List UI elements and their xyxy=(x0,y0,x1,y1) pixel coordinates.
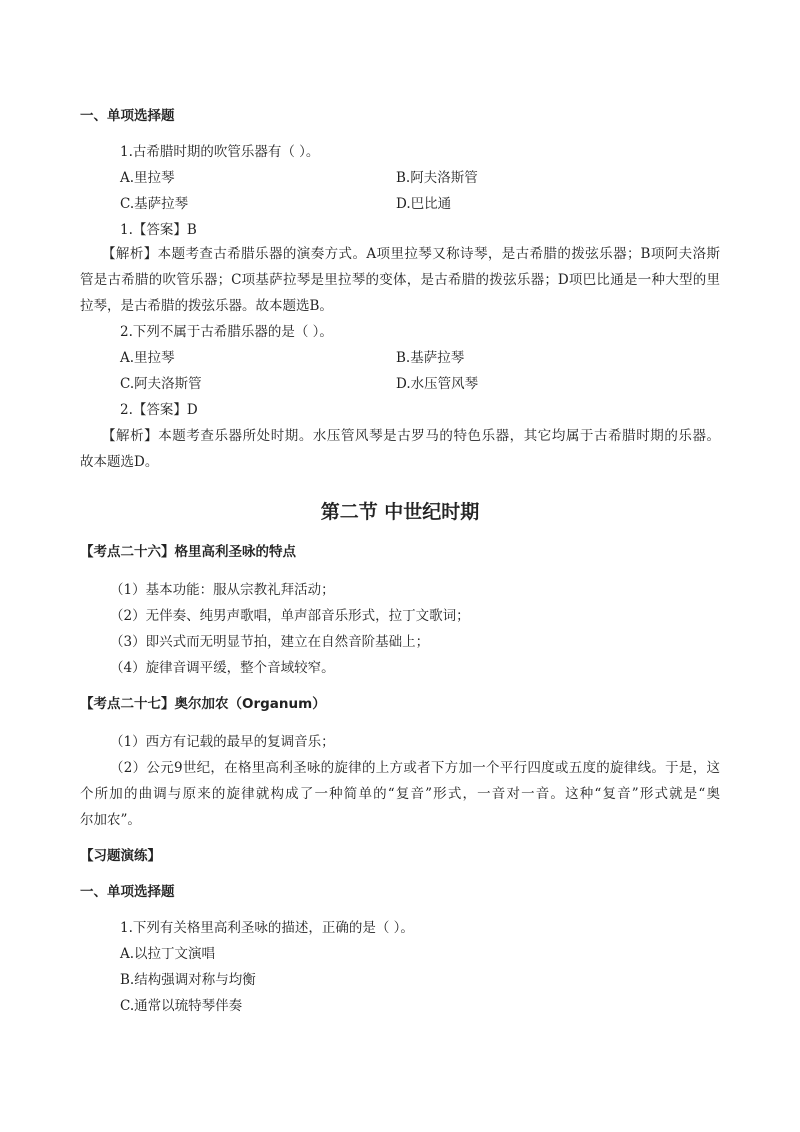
analysis-line: 【解析】本题考查乐器所处时期。水压管风琴是古罗马的特色乐器，其它均属于古希腊时期的乐器。 xyxy=(102,428,720,444)
option-c: C.通常以琉特琴伴奏 xyxy=(120,998,243,1014)
option-d: D.水压管风琴 xyxy=(396,376,479,392)
keypoint-item: （2）无伴奏、纯男声歌唱，单声部音乐形式，拉丁文歌词； xyxy=(110,608,470,624)
option-c: C.基萨拉琴 xyxy=(120,196,189,212)
keypoint-item: （1）西方有记载的最早的复调音乐； xyxy=(110,734,335,750)
option-b: B.基萨拉琴 xyxy=(396,350,465,366)
analysis-line: 拉琴，是古希腊的拨弦乐器。故本题选B。 xyxy=(80,298,333,314)
analysis-line: 【解析】本题考查古希腊乐器的演奏方式。A项里拉琴又称诗琴，是古希腊的拨弦乐器；B项阿夫洛斯 xyxy=(102,246,720,262)
keypoint-item: （4）旋律音调平缓，整个音域较窄。 xyxy=(110,660,335,676)
answer-line: 1.【答案】B xyxy=(120,222,197,238)
keypoint-item: 尔加农”。 xyxy=(80,812,141,828)
option-c: C.阿夫洛斯管 xyxy=(120,376,202,392)
analysis-line: 故本题选D。 xyxy=(80,454,159,470)
practice-title: 【习题演练】 xyxy=(80,848,161,864)
analysis-line: 管是古希腊的吹管乐器；C项基萨拉琴是里拉琴的变体，是古希腊的拨弦乐器；D项巴比通是一种大型的里 xyxy=(80,272,720,288)
question-stem: 1.下列有关格里高利圣咏的描述，正确的是（ ）。 xyxy=(120,920,414,936)
keypoint-item: （1）基本功能：服从宗教礼拜活动； xyxy=(110,582,335,598)
keypoint-item: （3）即兴式而无明显节拍，建立在自然音阶基础上； xyxy=(110,634,430,650)
keypoint-title: 【考点二十七】奥尔加农（Organum） xyxy=(80,696,326,712)
option-d: D.巴比通 xyxy=(396,196,452,212)
option-b: B.阿夫洛斯管 xyxy=(396,170,478,186)
keypoint-title: 【考点二十六】格里高利圣咏的特点 xyxy=(80,544,296,560)
section-heading: 一、单项选择题 xyxy=(80,108,175,124)
answer-line: 2.【答案】D xyxy=(120,402,198,418)
section-heading: 一、单项选择题 xyxy=(80,884,175,900)
question-stem: 1.古希腊时期的吹管乐器有（ ）。 xyxy=(120,144,320,160)
question-stem: 2.下列不属于古希腊乐器的是（ ）。 xyxy=(120,324,333,340)
option-b: B.结构强调对称与均衡 xyxy=(120,972,256,988)
option-a: A.以拉丁文演唱 xyxy=(120,946,216,962)
keypoint-item: 个所加的曲调与原来的旋律就构成了一种简单的“复音”形式，一音对一音。这种“复音”形式就是“奥 xyxy=(80,786,720,802)
option-a: A.里拉琴 xyxy=(120,350,175,366)
keypoint-item: （2）公元9世纪，在格里高利圣咏的旋律的上方或者下方加一个平行四度或五度的旋律线。于是，这 xyxy=(110,760,720,776)
section-title: 第二节 中世纪时期 xyxy=(320,501,480,523)
option-a: A.里拉琴 xyxy=(120,170,175,186)
